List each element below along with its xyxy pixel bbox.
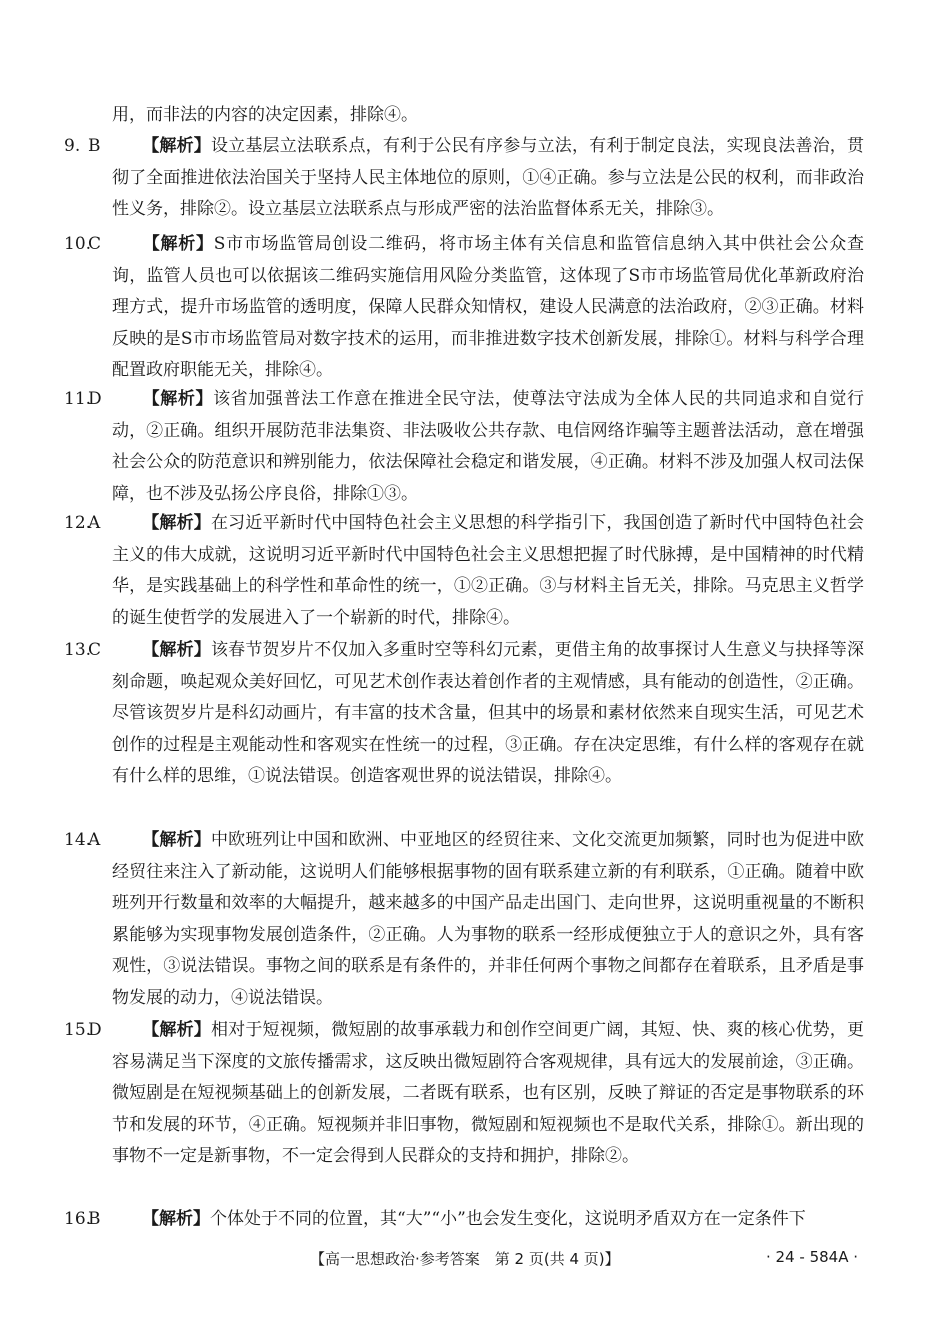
item-explanation: S市市场监管局创设二维码，将市场主体有关信息和监管信息纳入其中供社会公众查询，监管人员也可以依据该二维码实施信用风险分类监管，这体现了S市市场监管局优化革新政府治理方式，提升市场监管的透明度，保障人民群众知情权，建设人民满意的法治政府，②③正确。材料反映的是S市市场监管局对数字技术的运用，而非推进数字技术创新发展，排除①。材料与科学合理配置政府职能无关，排除④。 (112, 234, 864, 380)
item-answer: C (88, 640, 102, 660)
item-explanation: 中欧班列让中国和欧洲、中亚地区的经贸往来、文化交流更加频繁，同时也为促进中欧经贸往来注入了新动能，这说明人们能够根据事物的固有联系建立新的有利联系，①正确。随着中欧班列开行数量和效率的大幅提升，越来越多的中国产品走出国门、走向世界，这说明重视量的不断积累能够为实现事物发展创造条件，②正确。人为事物的联系一经形成便独立于人的意识之外，具有客观性，③说法错误。事物之间的联系是有条件的，并非任何两个事物之间都存在着联系，且矛盾是事物发展的动力，④说法错误。 (112, 830, 864, 1008)
item-number: 11. (64, 389, 92, 409)
item-number: 12. (64, 513, 92, 533)
item-explanation: 在习近平新时代中国特色社会主义思想的科学指引下，我国创造了新时代中国特色社会主义的伟大成就，这说明习近平新时代中国特色社会主义思想把握了时代脉搏，是中国精神的时代精华，是实践基础上的科学性和革命性的统一，①②正确。③与材料主旨无关，排除。马克思主义哲学的诞生使哲学的发展进入了一个崭新的时代，排除④。 (112, 513, 864, 628)
item-tag: 【解析】 (142, 1209, 210, 1229)
answer-item-10 (64, 229, 864, 387)
item-answer: D (88, 389, 102, 409)
item-explanation: 该省加强普法工作意在推进全民守法，使尊法守法成为全体人民的共同追求和自觉行动，②正确。组织开展防范非法集资、非法吸收公共存款、电信网络诈骗等主题普法活动，意在增强社会公众的防范意识和辨别能力，依法保障社会稳定和谐发展，④正确。材料不涉及加强人权司法保障，也不涉及弘扬公序良俗，排除①③。 (112, 389, 865, 504)
item-explanation: 个体处于不同的位置，其“大”“小”也会发生变化，这说明矛盾双方在一定条件下 (210, 1209, 806, 1229)
answer-item-12 (64, 508, 864, 634)
answer-item-13 (64, 635, 864, 793)
item-number: 16. (64, 1209, 92, 1229)
footer-code: · 24 - 584A · (766, 1248, 858, 1266)
item-answer: A (88, 830, 101, 850)
page-footer (0, 1242, 950, 1276)
answer-item-9 (64, 131, 864, 226)
item-tag: 【解析】 (142, 234, 214, 254)
item-tag: 【解析】 (142, 136, 211, 156)
item-number: 14. (64, 830, 92, 850)
item-answer: D (88, 1020, 102, 1040)
item-tag: 【解析】 (142, 389, 214, 409)
item-explanation: 设立基层立法联系点，有利于公民有序参与立法，有利于制定良法，实现良法善治，贯彻了全面推进依法治国关于坚持人民主体地位的原则，①④正确。参与立法是公民的权利，而非政治性义务，排除②。设立基层立法联系点与形成严密的法治监督体系无关，排除③。 (112, 136, 864, 219)
footer-title: 【高一思想政治·参考答案 第 2 页(共 4 页)】 (310, 1250, 620, 1268)
item-answer: C (88, 234, 102, 254)
item-answer: B (88, 1209, 101, 1229)
item-explanation: 该春节贺岁片不仅加入多重时空等科幻元素，更借主角的故事探讨人生意义与抉择等深刻命题，唤起观众美好回忆，可见艺术创作表达着创作者的主观情感，具有能动的创造性，②正确。尽管该贺岁片是科幻动画片，有丰富的技术含量，但其中的场景和素材依然来自现实生活，可见艺术创作的过程是主观能动性和客观实在性统一的过程，③正确。存在决定思维，有什么样的客观存在就有什么样的思维，①说法错误。创造客观世界的说法错误，排除④。 (112, 640, 864, 786)
item-number: 10. (64, 234, 92, 254)
item-explanation: 相对于短视频，微短剧的故事承载力和创作空间更广阔，其短、快、爽的核心优势，更容易满足当下深度的文旅传播需求，这反映出微短剧符合客观规律，具有远大的发展前途，③正确。微短剧是在短视频基础上的创新发展，二者既有联系，也有区别，反映了辩证的否定是事物联系的环节和发展的环节，④正确。短视频并非旧事物，微短剧和短视频也不是取代关系，排除①。新出现的事物不一定是新事物，不一定会得到人民群众的支持和拥护，排除②。 (112, 1020, 864, 1166)
item-tag: 【解析】 (142, 640, 211, 660)
answer-item-11 (64, 384, 865, 510)
item-tag: 【解析】 (142, 1020, 211, 1040)
answer-item-16 (64, 1204, 864, 1236)
item-answer: A (88, 513, 101, 533)
item-number: 13. (64, 640, 92, 660)
item-tag: 【解析】 (142, 830, 211, 850)
answer-item-15 (64, 1015, 864, 1173)
item-answer: B (88, 136, 101, 156)
item-number: 9. (64, 136, 81, 156)
answer-item-14 (64, 825, 864, 1014)
item-number: 15. (64, 1020, 92, 1040)
item-tag: 【解析】 (142, 513, 211, 533)
continued-text-line: 用，而非法的内容的决定因素，排除④。 (112, 105, 418, 125)
